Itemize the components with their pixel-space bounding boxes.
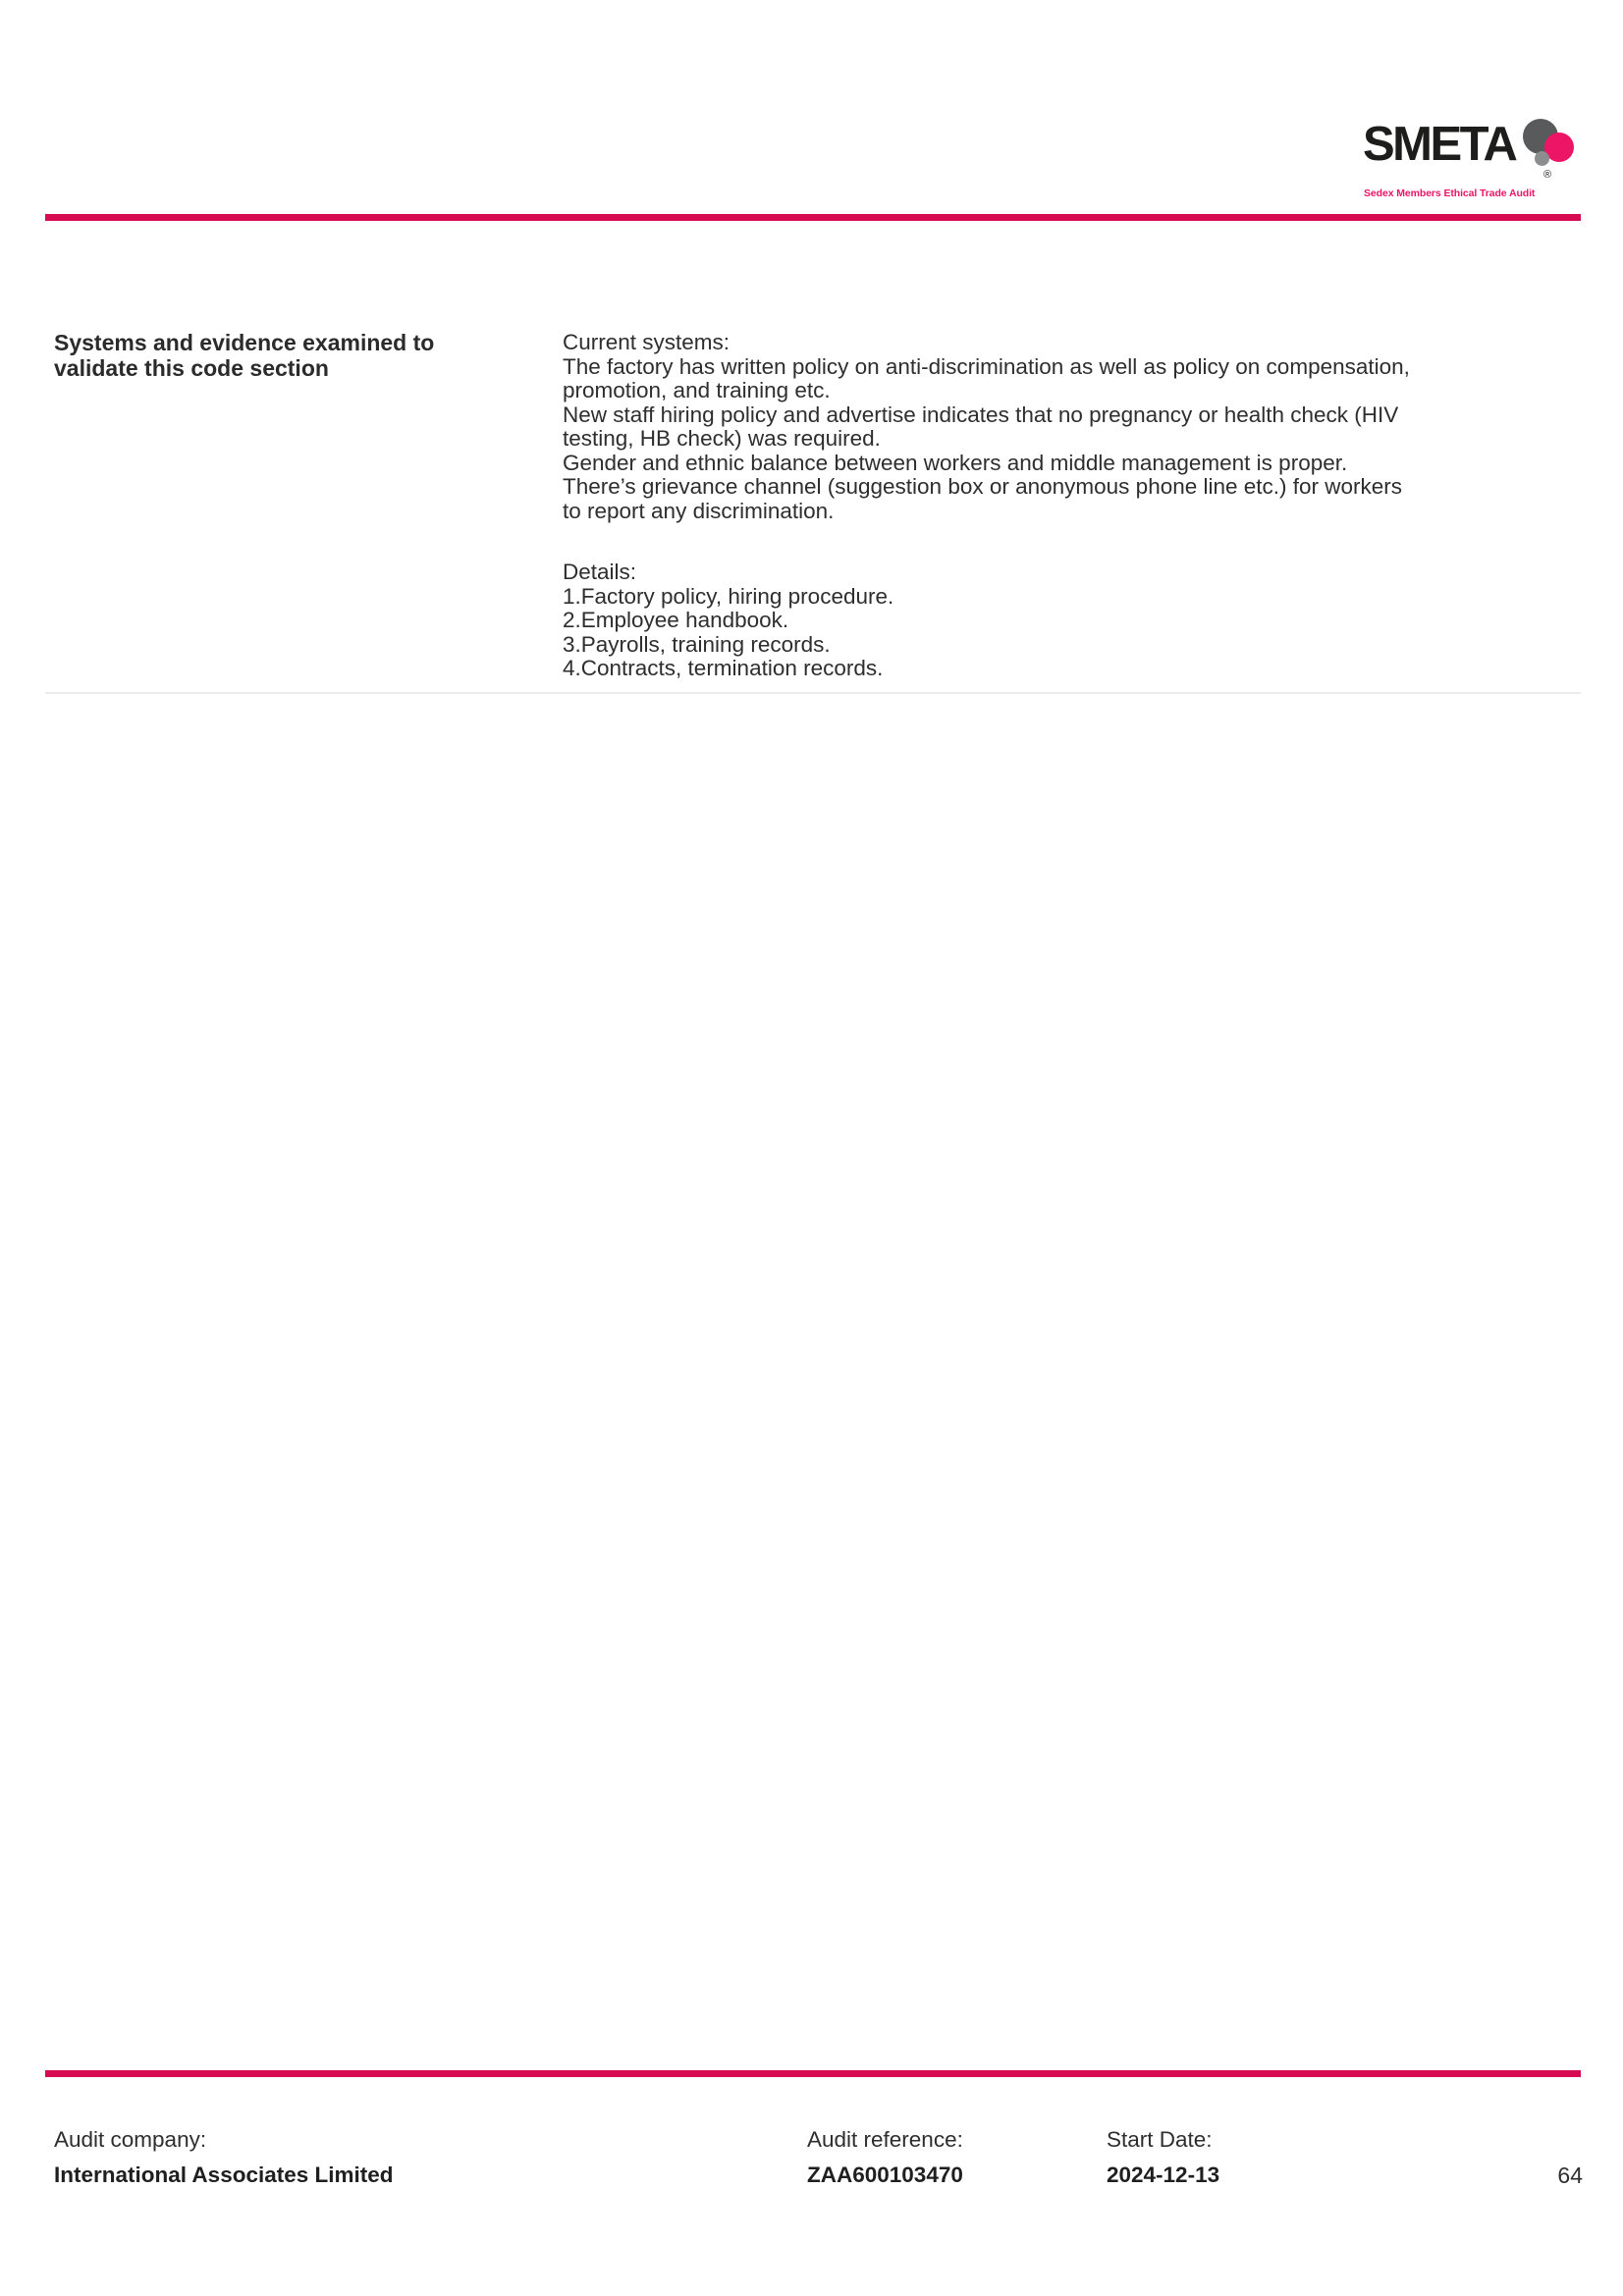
registered-trademark-icon: ® (1543, 169, 1552, 181)
footer-divider-rule (45, 2070, 1581, 2077)
section-body (563, 331, 1581, 681)
section-label-line: Systems and evidence examined to (54, 330, 435, 355)
text-line: to report any discrimination. (563, 498, 835, 523)
text-line: 3.Payrolls, training records. (563, 631, 831, 657)
code-section-row (45, 331, 1581, 681)
text-line: New staff hiring policy and advertise indicates that no pregnancy or health check (HIV (563, 401, 1399, 427)
text-line: testing, HB check) was required. (563, 426, 881, 451)
smeta-logo-tagline: Sedex Members Ethical Trade Audit (1364, 187, 1536, 199)
text-line: Details: (563, 560, 637, 584)
text-line: promotion, and training etc. (563, 378, 831, 402)
start-date-value: 2024-12-13 (1107, 2163, 1220, 2187)
logo-dot-small-gray-icon (1535, 151, 1549, 166)
section-label-line: validate this code section (54, 354, 329, 381)
text-line: Current systems: (563, 330, 730, 354)
page-number: 64 (1557, 2163, 1583, 2188)
text-line: There’s grievance channel (suggestion box or anonymous phone line etc.) for workers (563, 474, 1403, 499)
smeta-logo (1363, 118, 1589, 211)
footer-audit-reference (807, 2126, 963, 2189)
text-line: Gender and ethnic balance between workers and middle management is proper. (563, 450, 1348, 475)
footer-start-date (1107, 2126, 1219, 2189)
audit-reference-value: ZAA600103470 (807, 2163, 963, 2187)
header-divider-rule (45, 214, 1581, 221)
smeta-logo-wordmark: SMETA (1363, 118, 1516, 171)
current-systems-paragraph (563, 331, 1581, 523)
start-date-label: Start Date: (1107, 2127, 1213, 2152)
text-line: 1.Factory policy, hiring procedure. (563, 583, 894, 609)
audit-company-label: Audit company: (54, 2127, 207, 2152)
text-line: The factory has written policy on anti-discrimination as well as policy on compensation, (563, 353, 1410, 379)
details-paragraph (563, 561, 1581, 681)
section-label (45, 331, 563, 681)
text-line: 4.Contracts, termination records. (563, 656, 884, 680)
audit-company-value: International Associates Limited (54, 2163, 394, 2187)
row-bottom-divider (45, 692, 1581, 694)
audit-reference-label: Audit reference: (807, 2127, 963, 2152)
footer-audit-company (54, 2126, 394, 2189)
text-line: 2.Employee handbook. (563, 608, 789, 632)
